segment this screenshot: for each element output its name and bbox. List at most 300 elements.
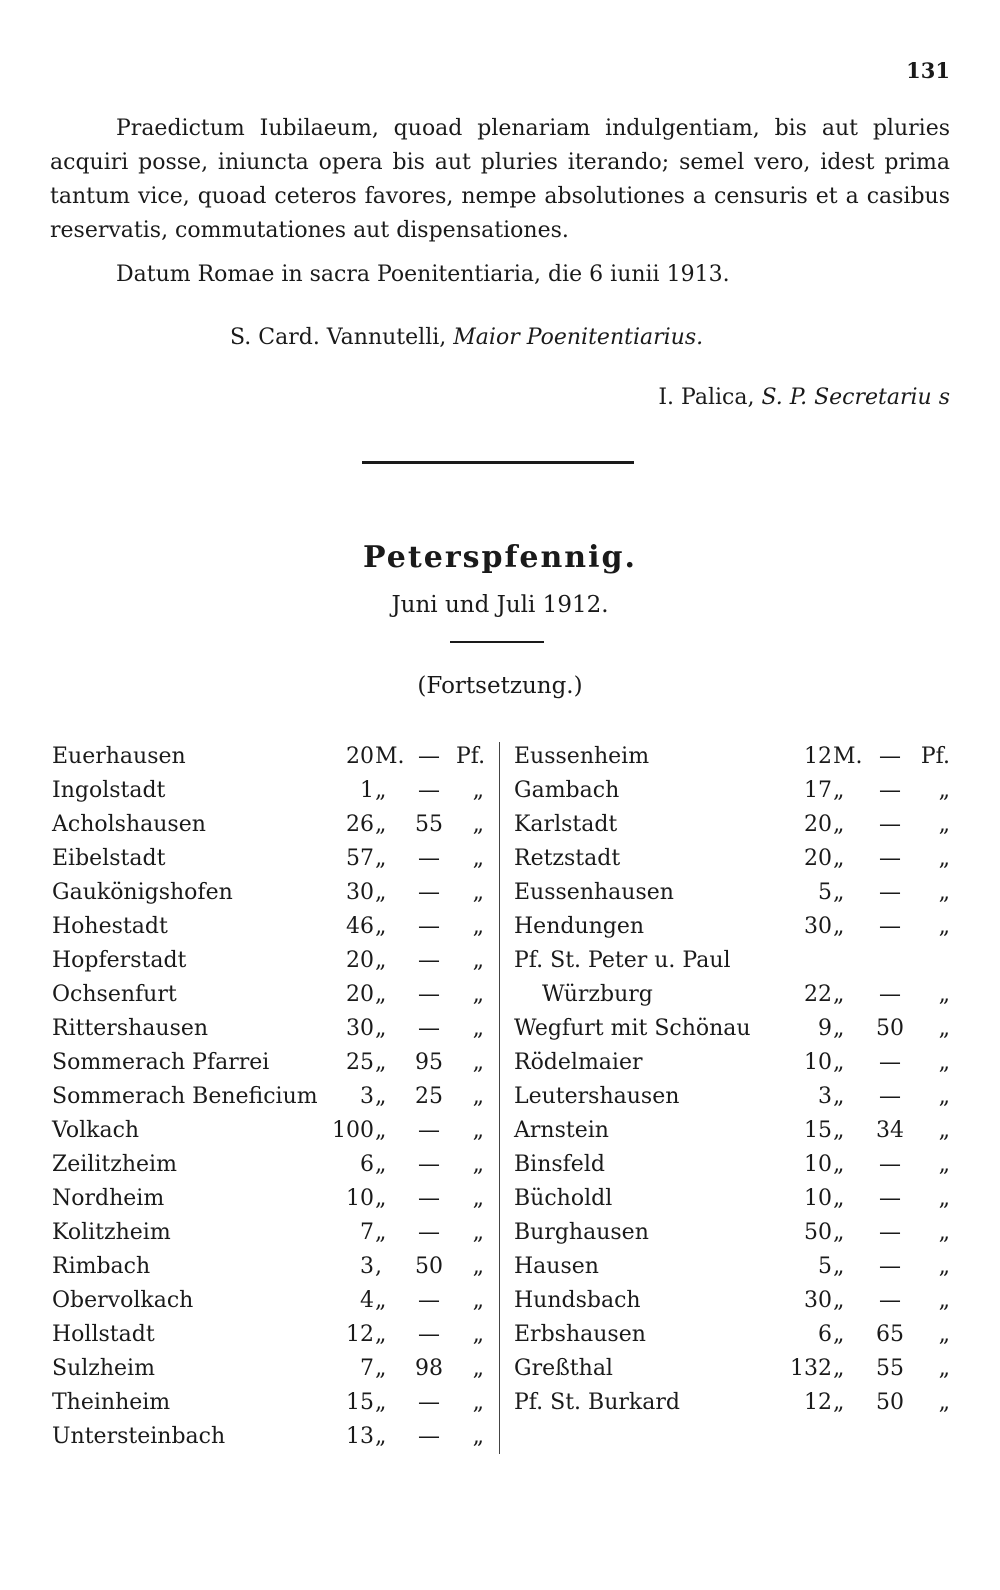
donation-row bbox=[514, 1046, 950, 1080]
amount-mark: 22 bbox=[804, 982, 832, 1007]
mark-unit: „ bbox=[375, 778, 387, 803]
amount-pfennig: — bbox=[418, 880, 440, 905]
place-name: Hausen bbox=[514, 1254, 599, 1279]
amount-mark: 6 bbox=[360, 1152, 374, 1177]
pfennig-unit: „ bbox=[938, 1152, 950, 1177]
amount-mark: 15 bbox=[804, 1118, 832, 1143]
place-name: Ingolstadt bbox=[52, 778, 166, 803]
amount-mark: 5 bbox=[818, 1254, 832, 1279]
amount-mark: 100 bbox=[332, 1118, 374, 1143]
amount-mark: 3 bbox=[818, 1084, 832, 1109]
amount-pfennig: — bbox=[418, 1152, 440, 1177]
amount bbox=[334, 1318, 484, 1352]
amount bbox=[790, 1080, 950, 1114]
amount-pfennig: — bbox=[418, 1118, 440, 1143]
place-name: Ochsenfurt bbox=[52, 982, 177, 1007]
amount-pfennig: — bbox=[879, 744, 901, 769]
amount-mark: 12 bbox=[346, 1322, 374, 1347]
place-name: Theinheim bbox=[52, 1390, 171, 1415]
pfennig-unit: „ bbox=[472, 1220, 484, 1245]
mark-unit: „ bbox=[833, 1152, 845, 1177]
pfennig-unit: „ bbox=[472, 1084, 484, 1109]
amount-pfennig: — bbox=[418, 914, 440, 939]
pfennig-unit: „ bbox=[472, 1288, 484, 1313]
donation-row bbox=[514, 1216, 950, 1250]
pfennig-unit: „ bbox=[472, 812, 484, 837]
pfennig-unit: „ bbox=[472, 1390, 484, 1415]
pfennig-unit: „ bbox=[938, 1288, 950, 1313]
mark-unit: „ bbox=[375, 1288, 387, 1313]
amount bbox=[790, 842, 950, 876]
amount-mark: 30 bbox=[804, 1288, 832, 1313]
amount-pfennig: — bbox=[418, 1288, 440, 1313]
pfennig-unit: „ bbox=[938, 982, 950, 1007]
place-name: Hopferstadt bbox=[52, 948, 187, 973]
amount bbox=[334, 1250, 484, 1284]
place-name: Volkach bbox=[52, 1118, 140, 1143]
amount bbox=[790, 910, 950, 944]
amount-mark: 50 bbox=[804, 1220, 832, 1245]
donation-row bbox=[52, 1386, 484, 1420]
pfennig-unit: „ bbox=[472, 846, 484, 871]
amount-pfennig: — bbox=[418, 1186, 440, 1211]
pfennig-unit: „ bbox=[472, 1424, 484, 1449]
amount bbox=[334, 1148, 484, 1182]
amount-mark: 20 bbox=[346, 948, 374, 973]
amount-pfennig: — bbox=[879, 880, 901, 905]
amount-pfennig: — bbox=[418, 778, 440, 803]
place-name: Karlstadt bbox=[514, 812, 618, 837]
pfennig-unit: „ bbox=[472, 948, 484, 973]
donation-row bbox=[52, 1318, 484, 1352]
pfennig-unit: „ bbox=[938, 1118, 950, 1143]
amount-pfennig: — bbox=[879, 1220, 901, 1245]
donation-row bbox=[514, 1080, 950, 1114]
place-name: Kolitzheim bbox=[52, 1220, 171, 1245]
donation-row bbox=[514, 1318, 950, 1352]
amount-pfennig: 98 bbox=[415, 1356, 443, 1381]
amount-pfennig: — bbox=[418, 948, 440, 973]
amount-mark: 26 bbox=[346, 812, 374, 837]
donation-row bbox=[514, 1012, 950, 1046]
amount-pfennig: — bbox=[879, 982, 901, 1007]
amount-pfennig: 25 bbox=[415, 1084, 443, 1109]
amount-pfennig: — bbox=[879, 1254, 901, 1279]
donation-row bbox=[52, 1080, 484, 1114]
amount bbox=[790, 1250, 950, 1284]
place-name: Arnstein bbox=[514, 1118, 609, 1143]
mark-unit: „ bbox=[833, 846, 845, 871]
mark-unit: „ bbox=[375, 1390, 387, 1415]
amount-pfennig: — bbox=[418, 1390, 440, 1415]
donation-row bbox=[52, 910, 484, 944]
subtitle-divider bbox=[450, 641, 544, 643]
donation-row bbox=[52, 978, 484, 1012]
amount-pfennig: 34 bbox=[876, 1118, 904, 1143]
donation-row bbox=[52, 808, 484, 842]
section-title: Peterspfennig. bbox=[363, 540, 637, 575]
mark-unit: „ bbox=[375, 1356, 387, 1381]
mark-unit: „ bbox=[833, 982, 845, 1007]
amount bbox=[790, 1046, 950, 1080]
amount bbox=[790, 876, 950, 910]
amount-mark: 20 bbox=[346, 744, 374, 769]
pfennig-unit: „ bbox=[938, 1084, 950, 1109]
mark-unit: „ bbox=[833, 1050, 845, 1075]
pfennig-unit: „ bbox=[938, 1254, 950, 1279]
place-name: Rittershausen bbox=[52, 1016, 209, 1041]
amount-mark: 10 bbox=[804, 1152, 832, 1177]
amount bbox=[790, 978, 950, 1012]
pfennig-unit: „ bbox=[938, 812, 950, 837]
column-divider bbox=[499, 742, 500, 1454]
amount bbox=[790, 944, 950, 978]
pfennig-unit: „ bbox=[938, 1186, 950, 1211]
mark-unit: „ bbox=[375, 1424, 387, 1449]
donation-row bbox=[52, 1216, 484, 1250]
mark-unit: „ bbox=[375, 1152, 387, 1177]
place-name: Eussenheim bbox=[514, 744, 650, 769]
pfennig-unit: „ bbox=[938, 1220, 950, 1245]
place-name: Pf. St. Peter u. Paul bbox=[514, 948, 731, 973]
donation-row bbox=[52, 944, 484, 978]
continuation-note: (Fortsetzung.) bbox=[417, 673, 583, 699]
amount bbox=[790, 1216, 950, 1250]
pfennig-unit: „ bbox=[938, 1016, 950, 1041]
amount-pfennig: — bbox=[879, 914, 901, 939]
amount-pfennig: — bbox=[879, 778, 901, 803]
amount-mark: 30 bbox=[346, 880, 374, 905]
mark-unit: „ bbox=[375, 948, 387, 973]
amount-pfennig: 50 bbox=[415, 1254, 443, 1279]
mark-unit: „ bbox=[375, 982, 387, 1007]
amount-pfennig: — bbox=[418, 1424, 440, 1449]
pfennig-unit: „ bbox=[938, 1322, 950, 1347]
amount-pfennig: 50 bbox=[876, 1390, 904, 1415]
mark-unit: „ bbox=[375, 1220, 387, 1245]
donation-row bbox=[514, 1352, 950, 1386]
amount-mark: 30 bbox=[804, 914, 832, 939]
amount bbox=[334, 1046, 484, 1080]
place-name: Eussenhausen bbox=[514, 880, 674, 905]
pfennig-unit: „ bbox=[938, 1390, 950, 1415]
amount-pfennig: 55 bbox=[876, 1356, 904, 1381]
place-name: Hollstadt bbox=[52, 1322, 155, 1347]
amount-mark: 10 bbox=[346, 1186, 374, 1211]
amount bbox=[334, 774, 484, 808]
donation-row bbox=[514, 1148, 950, 1182]
mark-unit: „ bbox=[833, 778, 845, 803]
mark-unit: „ bbox=[833, 1254, 845, 1279]
amount-mark: 46 bbox=[346, 914, 374, 939]
mark-unit: „ bbox=[833, 1220, 845, 1245]
pfennig-unit: „ bbox=[472, 778, 484, 803]
mark-unit: , bbox=[375, 1254, 382, 1279]
amount bbox=[790, 1284, 950, 1318]
mark-unit: „ bbox=[833, 1322, 845, 1347]
amount-pfennig: — bbox=[418, 1220, 440, 1245]
amount-pfennig: — bbox=[879, 846, 901, 871]
signature-secretary bbox=[658, 385, 950, 410]
place-name: Obervolkach bbox=[52, 1288, 194, 1313]
mark-unit: „ bbox=[833, 1016, 845, 1041]
pfennig-unit: „ bbox=[472, 1016, 484, 1041]
place-name: Eibelstadt bbox=[52, 846, 166, 871]
amount bbox=[790, 1148, 950, 1182]
mark-unit: „ bbox=[375, 846, 387, 871]
amount bbox=[334, 842, 484, 876]
latin-paragraph-1 bbox=[50, 112, 950, 248]
place-name: Untersteinbach bbox=[52, 1424, 226, 1449]
mark-unit: „ bbox=[375, 914, 387, 939]
pfennig-unit: Pf. bbox=[456, 744, 486, 769]
amount bbox=[790, 808, 950, 842]
mark-unit: „ bbox=[833, 1390, 845, 1415]
amount-pfennig: — bbox=[879, 1288, 901, 1313]
amount-pfennig: — bbox=[418, 846, 440, 871]
place-name: Burghausen bbox=[514, 1220, 649, 1245]
mark-unit: M. bbox=[833, 744, 863, 769]
donation-row bbox=[514, 978, 950, 1012]
donation-row bbox=[514, 740, 950, 774]
donation-row bbox=[514, 1386, 950, 1420]
mark-unit: „ bbox=[375, 1186, 387, 1211]
amount-mark: 9 bbox=[818, 1016, 832, 1041]
signature-cardinal bbox=[230, 325, 703, 350]
amount bbox=[790, 1012, 950, 1046]
latin-paragraph-2 bbox=[50, 258, 950, 292]
amount bbox=[790, 774, 950, 808]
amount-mark: 20 bbox=[804, 812, 832, 837]
mark-unit: „ bbox=[833, 1118, 845, 1143]
amount-pfennig: — bbox=[418, 982, 440, 1007]
place-name: Sommerach Pfarrei bbox=[52, 1050, 270, 1075]
place-name: Sulzheim bbox=[52, 1356, 155, 1381]
section-subtitle: Juni und Juli 1912. bbox=[391, 592, 609, 618]
amount bbox=[334, 944, 484, 978]
place-name: Hendungen bbox=[514, 914, 645, 939]
place-name: Binsfeld bbox=[514, 1152, 605, 1177]
place-name: Greßthal bbox=[514, 1356, 613, 1381]
amount bbox=[334, 1114, 484, 1148]
donation-row bbox=[52, 1046, 484, 1080]
amount-mark: 1 bbox=[360, 778, 374, 803]
amount bbox=[790, 1386, 950, 1420]
place-name: Wegfurt mit Schönau bbox=[514, 1016, 751, 1041]
pfennig-unit: „ bbox=[472, 1118, 484, 1143]
amount-mark: 3 bbox=[360, 1084, 374, 1109]
place-name: Euerhausen bbox=[52, 744, 186, 769]
amount bbox=[334, 978, 484, 1012]
donation-row bbox=[52, 842, 484, 876]
amount-mark: 6 bbox=[818, 1322, 832, 1347]
pfennig-unit: „ bbox=[938, 1050, 950, 1075]
amount bbox=[790, 740, 950, 774]
place-name: Zeilitzheim bbox=[52, 1152, 177, 1177]
amount-pfennig: — bbox=[418, 1322, 440, 1347]
amount-pfennig: — bbox=[879, 1186, 901, 1211]
donations-left-column bbox=[52, 740, 484, 1454]
donation-row bbox=[514, 910, 950, 944]
mark-unit: „ bbox=[833, 880, 845, 905]
amount-mark: 5 bbox=[818, 880, 832, 905]
amount-mark: 20 bbox=[804, 846, 832, 871]
amount-mark: 132 bbox=[790, 1356, 832, 1381]
amount bbox=[334, 910, 484, 944]
amount-mark: 10 bbox=[804, 1050, 832, 1075]
amount-mark: 15 bbox=[346, 1390, 374, 1415]
place-name: Leutershausen bbox=[514, 1084, 680, 1109]
donation-row bbox=[514, 944, 950, 978]
amount-pfennig: 95 bbox=[415, 1050, 443, 1075]
donation-row bbox=[514, 1114, 950, 1148]
amount bbox=[334, 808, 484, 842]
donation-row bbox=[52, 1352, 484, 1386]
donation-row bbox=[52, 1420, 484, 1454]
pfennig-unit: „ bbox=[472, 1254, 484, 1279]
pfennig-unit: „ bbox=[472, 1322, 484, 1347]
pfennig-unit: „ bbox=[938, 846, 950, 871]
amount-mark: 7 bbox=[360, 1220, 374, 1245]
place-name: Hundsbach bbox=[514, 1288, 641, 1313]
donations-right-column bbox=[514, 740, 950, 1420]
donation-row bbox=[514, 842, 950, 876]
donation-row bbox=[52, 740, 484, 774]
amount-pfennig: — bbox=[879, 1050, 901, 1075]
place-name: Rimbach bbox=[52, 1254, 151, 1279]
signature-secretary-name: I. Palica, bbox=[658, 385, 755, 410]
place-name: Pf. St. Burkard bbox=[514, 1390, 680, 1415]
amount-mark: 17 bbox=[804, 778, 832, 803]
donation-row bbox=[52, 1148, 484, 1182]
section-divider bbox=[362, 461, 634, 464]
donation-row bbox=[514, 774, 950, 808]
mark-unit: „ bbox=[833, 1356, 845, 1381]
amount bbox=[334, 1352, 484, 1386]
amount bbox=[334, 1386, 484, 1420]
amount bbox=[790, 1182, 950, 1216]
amount bbox=[790, 1352, 950, 1386]
place-name: Gaukönigshofen bbox=[52, 880, 233, 905]
mark-unit: „ bbox=[375, 812, 387, 837]
signature-cardinal-name: S. Card. Vannutelli, bbox=[230, 325, 447, 350]
donation-row bbox=[52, 1182, 484, 1216]
amount-mark: 12 bbox=[804, 744, 832, 769]
pfennig-unit: „ bbox=[472, 982, 484, 1007]
amount-pfennig: — bbox=[879, 812, 901, 837]
pfennig-unit: „ bbox=[472, 1050, 484, 1075]
pfennig-unit: „ bbox=[938, 1356, 950, 1381]
pfennig-unit: „ bbox=[472, 1186, 484, 1211]
mark-unit: „ bbox=[833, 812, 845, 837]
amount-mark: 13 bbox=[346, 1424, 374, 1449]
amount-mark: 30 bbox=[346, 1016, 374, 1041]
mark-unit: „ bbox=[833, 914, 845, 939]
donation-row bbox=[52, 1284, 484, 1318]
donation-row bbox=[514, 1284, 950, 1318]
donation-row bbox=[52, 876, 484, 910]
place-name: Sommerach Beneficium bbox=[52, 1084, 318, 1109]
place-name: Nordheim bbox=[52, 1186, 165, 1211]
mark-unit: „ bbox=[833, 1084, 845, 1109]
amount bbox=[334, 1182, 484, 1216]
latin-paragraph-2-text: Datum Romae in sacra Poenitentiaria, die 6 iunii 1913. bbox=[116, 262, 730, 287]
amount-mark: 3 bbox=[360, 1254, 374, 1279]
amount bbox=[334, 740, 484, 774]
amount-pfennig: 55 bbox=[415, 812, 443, 837]
mark-unit: „ bbox=[375, 1084, 387, 1109]
place-name: Erbshausen bbox=[514, 1322, 646, 1347]
signature-secretary-title: S. P. Secretariu s bbox=[761, 385, 950, 410]
amount-mark: 20 bbox=[346, 982, 374, 1007]
donation-row bbox=[514, 1250, 950, 1284]
pfennig-unit: „ bbox=[472, 914, 484, 939]
amount bbox=[334, 1012, 484, 1046]
pfennig-unit: „ bbox=[472, 1152, 484, 1177]
pfennig-unit: „ bbox=[472, 1356, 484, 1381]
mark-unit: „ bbox=[375, 1016, 387, 1041]
pfennig-unit: „ bbox=[938, 880, 950, 905]
pfennig-unit: „ bbox=[938, 914, 950, 939]
pfennig-unit: „ bbox=[472, 880, 484, 905]
mark-unit: „ bbox=[375, 1322, 387, 1347]
amount bbox=[334, 1216, 484, 1250]
amount-pfennig: — bbox=[879, 1084, 901, 1109]
amount-pfennig: 50 bbox=[876, 1016, 904, 1041]
pfennig-unit: Pf. bbox=[920, 744, 950, 769]
amount-mark: 4 bbox=[360, 1288, 374, 1313]
amount-mark: 7 bbox=[360, 1356, 374, 1381]
donation-row bbox=[52, 1250, 484, 1284]
mark-unit: „ bbox=[375, 880, 387, 905]
amount-pfennig: — bbox=[879, 1152, 901, 1177]
mark-unit: „ bbox=[375, 1118, 387, 1143]
amount-mark: 25 bbox=[346, 1050, 374, 1075]
amount bbox=[334, 1420, 484, 1454]
donation-row bbox=[52, 1012, 484, 1046]
donation-row bbox=[514, 876, 950, 910]
place-name: Gambach bbox=[514, 778, 620, 803]
amount bbox=[334, 1080, 484, 1114]
amount bbox=[790, 1114, 950, 1148]
pfennig-unit: „ bbox=[938, 778, 950, 803]
place-name: Retzstadt bbox=[514, 846, 621, 871]
amount-pfennig: — bbox=[418, 744, 440, 769]
amount-pfennig: — bbox=[418, 1016, 440, 1041]
page-number: 131 bbox=[906, 58, 950, 83]
place-name: Würzburg bbox=[542, 982, 653, 1007]
amount bbox=[790, 1318, 950, 1352]
mark-unit: „ bbox=[375, 1050, 387, 1075]
mark-unit: „ bbox=[833, 1288, 845, 1313]
donation-row bbox=[52, 1114, 484, 1148]
place-name: Rödelmaier bbox=[514, 1050, 643, 1075]
latin-paragraph-1-text: Praedictum Iubilaeum, quoad plenariam indulgentiam, bis aut pluries acquiri posse, iniuncta opera bis aut pluries iterando; semel vero, idest prima tantum vice, quoad ceteros favores, nempe absolutiones a censuris et a casibus reservatis, commutationes aut dispensationes. bbox=[50, 116, 950, 243]
donation-row bbox=[514, 1182, 950, 1216]
mark-unit: „ bbox=[833, 1186, 845, 1211]
place-name: Hohestadt bbox=[52, 914, 168, 939]
place-name: Acholshausen bbox=[52, 812, 206, 837]
place-name: Bücholdl bbox=[514, 1186, 613, 1211]
amount-mark: 10 bbox=[804, 1186, 832, 1211]
amount-mark: 12 bbox=[804, 1390, 832, 1415]
donation-row bbox=[52, 774, 484, 808]
donation-row bbox=[514, 808, 950, 842]
amount-pfennig: 65 bbox=[876, 1322, 904, 1347]
mark-unit: M. bbox=[375, 744, 405, 769]
signature-cardinal-title: Maior Poenitentiarius. bbox=[453, 325, 704, 350]
amount bbox=[334, 1284, 484, 1318]
